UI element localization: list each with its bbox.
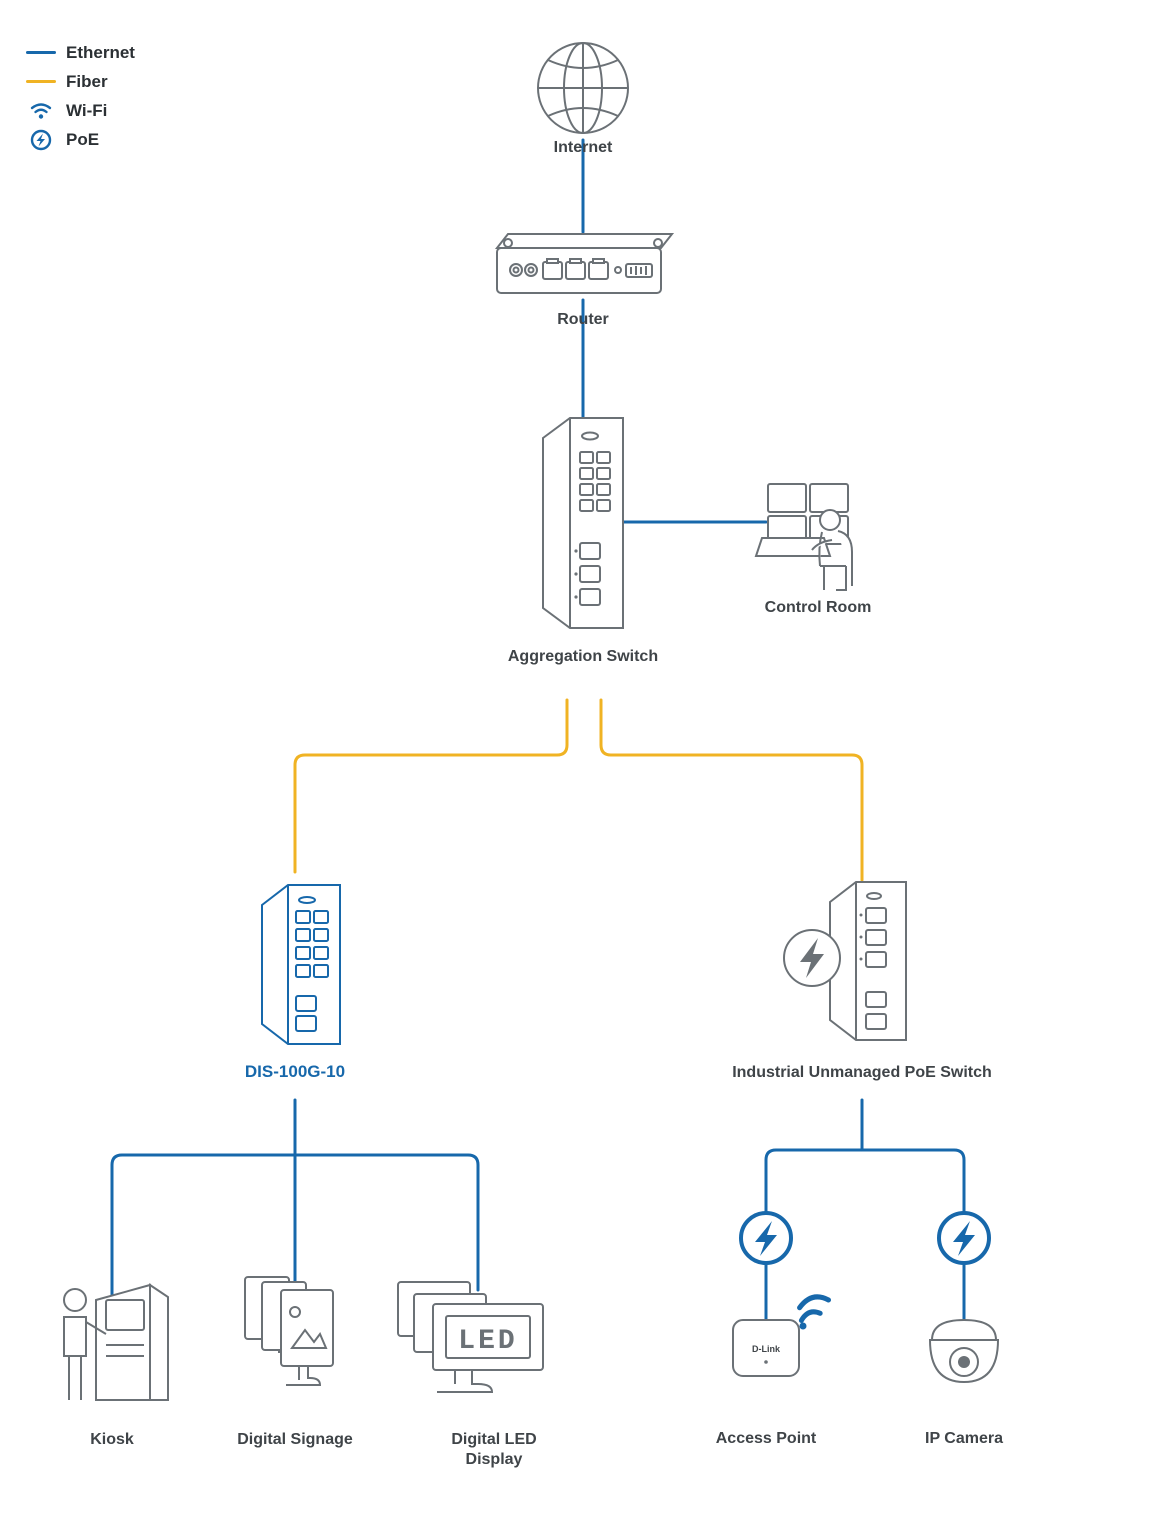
label-dis-100g-10: DIS-100G-10 [244, 1062, 346, 1081]
label-digital-led-line1: Digital LED [451, 1431, 537, 1448]
poe-switch-icon [830, 882, 906, 1040]
legend-label-wifi: Wi-Fi [66, 100, 108, 120]
legend-label-poe: PoE [66, 129, 100, 149]
led-display-text: LED [458, 1326, 518, 1357]
poe-badge-switch-icon [784, 930, 840, 986]
ip-camera-icon [930, 1320, 998, 1382]
label-router: Router [557, 311, 609, 328]
wifi-waves-icon [798, 1294, 829, 1330]
legend-item-poe [24, 125, 135, 154]
label-digital-led-line2: Display [465, 1451, 523, 1468]
label-poe-switch: Industrial Unmanaged PoE Switch [732, 1064, 992, 1081]
control-room-icon [756, 484, 852, 590]
internet-globe-icon [538, 43, 628, 133]
kiosk-icon [64, 1285, 168, 1400]
ethernet-line-icon [24, 51, 58, 54]
poe-badge-camera-icon [939, 1213, 989, 1263]
legend-item-wifi [24, 96, 135, 125]
label-access-point: Access Point [715, 1430, 817, 1447]
label-aggregation-switch: Aggregation Switch [507, 648, 659, 665]
label-digital-signage: Digital Signage [237, 1431, 353, 1448]
label-control-room: Control Room [764, 599, 872, 616]
dis-100g-10-icon [262, 885, 340, 1044]
label-digital-led-display [398, 1430, 590, 1470]
legend-item-fiber [24, 67, 135, 96]
wifi-icon [24, 101, 58, 121]
link-aggregation-dis-fiber [295, 700, 567, 872]
poe-badge-ap-icon [741, 1213, 791, 1263]
legend [24, 38, 135, 154]
legend-item-ethernet [24, 38, 135, 67]
label-internet: Internet [553, 139, 613, 156]
aggregation-switch-icon [543, 418, 623, 628]
poe-bolt-icon [24, 129, 58, 151]
access-point-brand-label: D-Link [752, 1344, 780, 1354]
label-kiosk: Kiosk [90, 1431, 134, 1448]
label-ip-camera: IP Camera [925, 1430, 1003, 1447]
link-dis-led [295, 1155, 478, 1290]
fiber-line-icon [24, 80, 58, 83]
digital-signage-icon [245, 1277, 333, 1385]
legend-label-ethernet: Ethernet [66, 42, 135, 62]
router-icon [497, 234, 672, 293]
link-aggregation-poe-fiber [601, 700, 862, 880]
legend-label-fiber: Fiber [66, 71, 108, 91]
